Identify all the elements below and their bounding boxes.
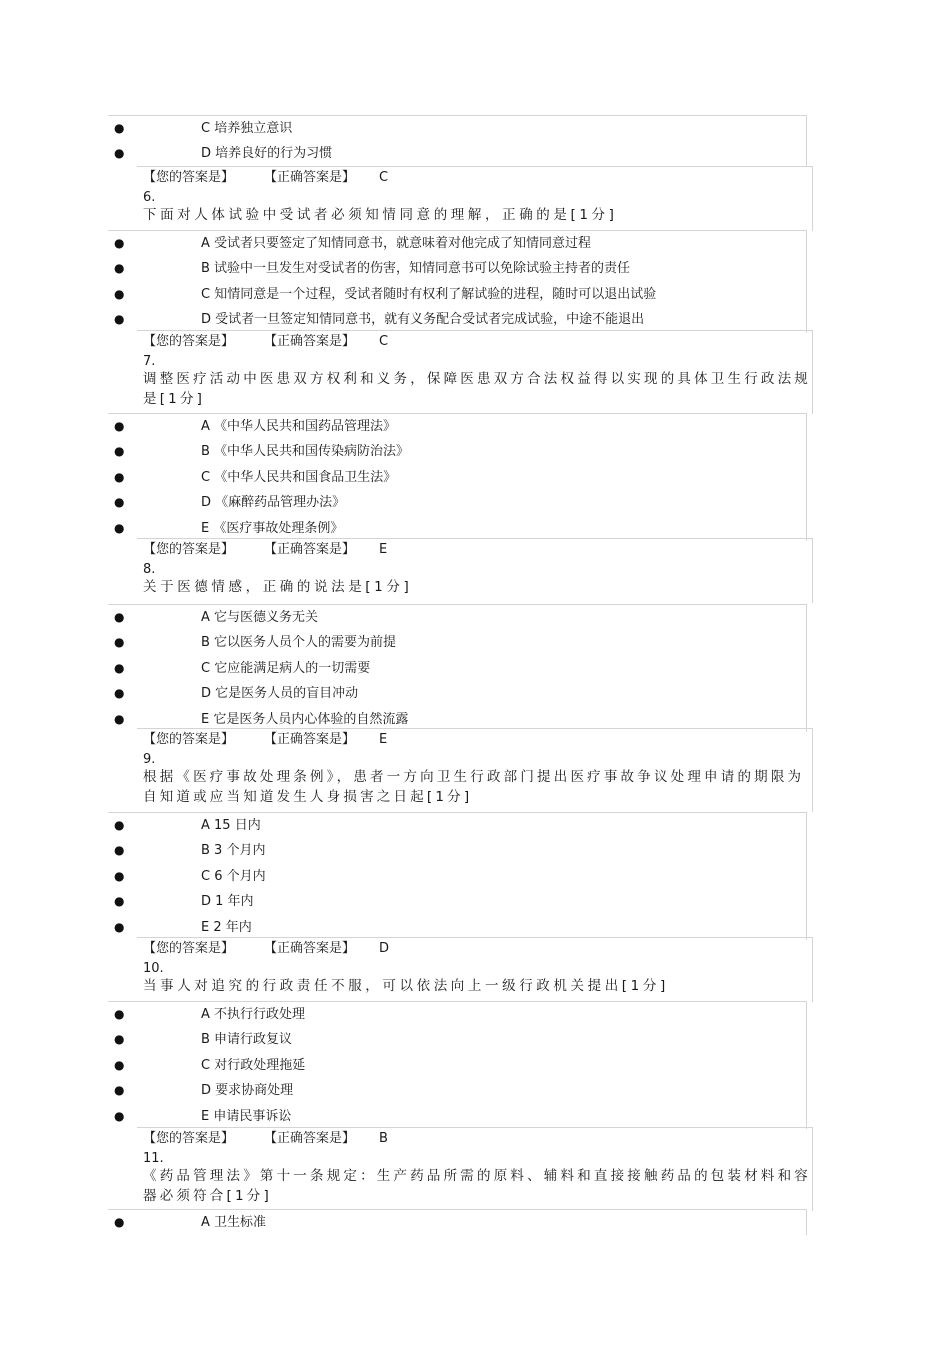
option-item[interactable]: ● A 卫生标准 — [108, 1210, 806, 1235]
option-item[interactable]: ● A 《中华人民共和国药品管理法》 — [108, 414, 806, 439]
correct-answer-value: C — [379, 170, 389, 185]
question-text: 根据《医疗事故处理条例》，患者一方向卫生行政部门提出医疗事故争议处理申请的期限为自知道或应当知道发生人身损害之日起[1分] — [143, 769, 805, 805]
correct-answer-value: E — [379, 542, 388, 557]
question-text: 当事人对追究的行政责任不服，可以依法向上一级行政机关提出[1分] — [143, 978, 669, 994]
bullet-icon: ● — [114, 818, 125, 832]
q10-block — [137, 937, 813, 1002]
bullet-icon: ● — [114, 261, 125, 276]
question-text: 调整医疗活动中医患双方权利和义务，保障医患双方合法权益得以实现的具体卫生行政法规是[1分] — [143, 371, 811, 407]
option-item[interactable]: ● A 它与医德义务无关 — [108, 605, 806, 630]
q7-options — [108, 413, 807, 541]
answer-line — [143, 539, 812, 561]
bullet-icon: ● — [114, 312, 125, 327]
option-item[interactable]: ● B 3 个月内 — [108, 838, 806, 863]
question-text: 关于医德情感，正确的说法是[1分] — [143, 579, 413, 595]
bullet-icon: ● — [114, 919, 125, 934]
option-item[interactable]: ● C 它应能满足病人的一切需要 — [108, 656, 806, 681]
bullet-icon: ● — [114, 520, 125, 535]
your-answer-label: 【您的答案是】 — [143, 941, 235, 956]
answer-line — [143, 1128, 812, 1150]
option-item[interactable]: ● A 不执行行政处理 — [108, 1002, 806, 1027]
question-number: 9. — [143, 752, 156, 767]
option-item[interactable]: ● B 试验中一旦发生对受试者的伤害，知情同意书可以免除试验主持者的责任 — [108, 256, 806, 281]
q8-options — [108, 604, 807, 732]
bullet-icon: ● — [114, 711, 125, 726]
bullet-icon: ● — [114, 1057, 125, 1072]
your-answer-label: 【您的答案是】 — [143, 170, 235, 185]
correct-answer-value: E — [379, 732, 388, 747]
option-item[interactable]: ● B 它以医务人员个人的需要为前提 — [108, 630, 806, 655]
option-item[interactable]: ● E 《医疗事故处理条例》 — [108, 516, 806, 541]
option-item[interactable]: ● B 申请行政复议 — [108, 1027, 806, 1052]
q11-options — [108, 1209, 807, 1235]
q6-options — [108, 230, 807, 333]
option-item[interactable]: ● E 申请民事诉讼 — [108, 1104, 806, 1129]
answer-line — [143, 167, 812, 189]
q6-block — [137, 166, 813, 231]
bullet-icon: ● — [114, 286, 125, 301]
correct-answer-label: 【正确答案是】 — [264, 1131, 356, 1146]
q9-block — [137, 728, 813, 812]
bullet-icon: ● — [114, 236, 125, 250]
q9-options — [108, 812, 807, 940]
question-number: 8. — [143, 562, 156, 577]
option-item[interactable]: ● C 《中华人民共和国食品卫生法》 — [108, 465, 806, 490]
bullet-icon: ● — [114, 894, 125, 909]
option-item[interactable]: ● D 它是医务人员的盲目冲动 — [108, 681, 806, 706]
option-item[interactable]: ● E 它是医务人员内心体验的自然流露 — [108, 707, 806, 732]
bullet-icon: ● — [114, 1032, 125, 1047]
bullet-icon: ● — [114, 419, 125, 433]
bullet-icon: ● — [114, 1215, 125, 1229]
question-number: 11. — [143, 1151, 164, 1166]
question-number: 10. — [143, 961, 164, 976]
your-answer-label: 【您的答案是】 — [143, 334, 235, 349]
option-item[interactable]: ● D 1 年内 — [108, 889, 806, 914]
q8-block — [137, 538, 813, 603]
question-text: 《药品管理法》第十一条规定：生产药品所需的原料、辅料和直接接触药品的包装材料和容器必须符合[1分] — [143, 1168, 811, 1204]
option-item[interactable]: ● A 15 日内 — [108, 813, 806, 838]
correct-answer-value: B — [379, 1131, 388, 1146]
bullet-icon: ● — [114, 1108, 125, 1123]
correct-answer-label: 【正确答案是】 — [264, 732, 356, 747]
question-text: 下面对人体试验中受试者必须知情同意的理解，正确的是[1分] — [143, 207, 618, 223]
your-answer-label: 【您的答案是】 — [143, 542, 235, 557]
bullet-icon: ● — [114, 146, 125, 161]
bullet-icon: ● — [114, 121, 125, 135]
bullet-icon: ● — [114, 635, 125, 650]
correct-answer-value: C — [379, 334, 389, 349]
q11-block — [137, 1127, 813, 1211]
option-item[interactable]: ● D 培养良好的行为习惯 — [108, 141, 806, 166]
option-item[interactable]: ● C 培养独立意识 — [108, 116, 806, 141]
bullet-icon: ● — [114, 843, 125, 858]
q10-options — [108, 1001, 807, 1129]
your-answer-label: 【您的答案是】 — [143, 732, 235, 747]
bullet-icon: ● — [114, 1083, 125, 1098]
bullet-icon: ● — [114, 610, 125, 624]
correct-answer-label: 【正确答案是】 — [264, 334, 356, 349]
answer-line — [143, 331, 812, 353]
your-answer-label: 【您的答案是】 — [143, 1131, 235, 1146]
correct-answer-value: D — [379, 941, 390, 956]
bullet-icon: ● — [114, 495, 125, 510]
q5-options — [108, 115, 807, 167]
option-item[interactable]: ● D 受试者一旦签定知情同意书，就有义务配合受试者完成试验，中途不能退出 — [108, 307, 806, 332]
bullet-icon: ● — [114, 444, 125, 459]
option-item[interactable]: ● D 要求协商处理 — [108, 1078, 806, 1103]
option-item[interactable]: ● C 6 个月内 — [108, 864, 806, 889]
option-item[interactable]: ● D 《麻醉药品管理办法》 — [108, 490, 806, 515]
bullet-icon: ● — [114, 868, 125, 883]
option-item[interactable]: ● B 《中华人民共和国传染病防治法》 — [108, 439, 806, 464]
bullet-icon: ● — [114, 660, 125, 675]
correct-answer-label: 【正确答案是】 — [264, 941, 356, 956]
question-number: 7. — [143, 354, 156, 369]
correct-answer-label: 【正确答案是】 — [264, 542, 356, 557]
answer-line — [143, 729, 812, 751]
option-item[interactable]: ● C 对行政处理拖延 — [108, 1053, 806, 1078]
bullet-icon: ● — [114, 686, 125, 701]
bullet-icon: ● — [114, 469, 125, 484]
option-item[interactable]: ● A 受试者只要签定了知情同意书，就意味着对他完成了知情同意过程 — [108, 231, 806, 256]
answer-line — [143, 938, 812, 960]
q7-block — [137, 330, 813, 414]
bullet-icon: ● — [114, 1007, 125, 1021]
correct-answer-label: 【正确答案是】 — [264, 170, 356, 185]
option-item[interactable]: ● E 2 年内 — [108, 915, 806, 940]
option-item[interactable]: ● C 知情同意是一个过程，受试者随时有权利了解试验的进程，随时可以退出试验 — [108, 282, 806, 307]
question-number: 6. — [143, 190, 156, 205]
